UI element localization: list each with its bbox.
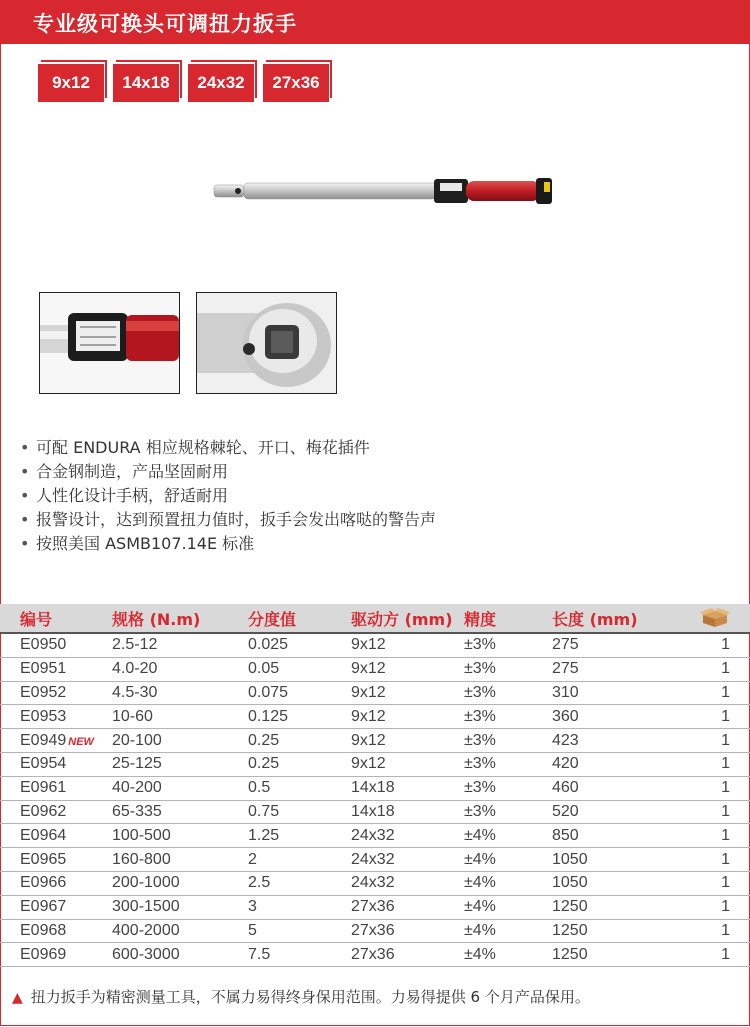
cell-range — [112, 824, 248, 848]
table-row — [0, 848, 750, 872]
cell-precision-value: ±3% — [464, 660, 496, 678]
cell-division-value: 0.25 — [248, 755, 280, 773]
cell-length — [552, 729, 692, 753]
cell-code — [0, 824, 112, 848]
cell-code-value: E0964 — [20, 826, 67, 844]
cell-range-value: 400-2000 — [112, 921, 180, 939]
cell-qty — [692, 729, 750, 753]
feature-list — [20, 436, 436, 556]
cell-range — [112, 895, 248, 919]
cell-division — [248, 895, 351, 919]
cell-qty-value: 1 — [721, 802, 730, 820]
cell-length — [552, 943, 692, 967]
cell-division — [248, 657, 351, 681]
cell-range — [112, 729, 248, 753]
cell-qty-value: 1 — [721, 921, 730, 939]
cell-code-value: E0961 — [20, 779, 67, 797]
cell-drive-value: 14x18 — [351, 779, 395, 797]
cell-precision-value: ±3% — [464, 683, 496, 701]
cell-qty-value: 1 — [721, 707, 730, 725]
cell-division — [248, 776, 351, 800]
cell-division-value: 0.05 — [248, 660, 280, 678]
cell-range — [112, 800, 248, 824]
feature-item: • 按照美国 ASMB107.14E 标准 — [20, 534, 255, 553]
cell-qty — [692, 681, 750, 705]
size-tab-label: 9x12 — [38, 64, 104, 102]
cell-precision-value: ±3% — [464, 636, 496, 654]
cell-drive — [351, 943, 464, 967]
table-row — [0, 776, 750, 800]
cell-division-value: 2 — [248, 850, 257, 868]
cell-drive — [351, 824, 464, 848]
table-row — [0, 871, 750, 895]
cell-code — [0, 871, 112, 895]
cell-range — [112, 752, 248, 776]
cell-drive-value: 27x36 — [351, 898, 395, 916]
cell-code — [0, 800, 112, 824]
cell-code — [0, 681, 112, 705]
cell-length-value: 520 — [552, 802, 579, 820]
cell-qty — [692, 800, 750, 824]
cell-precision — [464, 943, 552, 967]
cell-precision-value: ±3% — [464, 707, 496, 725]
cell-drive — [351, 895, 464, 919]
cell-qty-value: 1 — [721, 850, 730, 868]
cell-qty — [692, 871, 750, 895]
new-badge: NEW — [68, 735, 94, 748]
cell-drive-value: 24x32 — [351, 850, 395, 868]
cell-code-value: E0949 — [20, 731, 67, 749]
cell-length-value: 360 — [552, 707, 579, 725]
cell-code — [0, 848, 112, 872]
table-row — [0, 705, 750, 729]
cell-code-value: E0962 — [20, 802, 67, 820]
cell-division-value: 0.75 — [248, 802, 280, 820]
feature-item: • 可配 ENDURA 相应规格棘轮、开口、梅花插件 — [20, 438, 370, 457]
cell-qty-value: 1 — [721, 945, 730, 963]
cell-precision-value: ±3% — [464, 779, 496, 797]
warranty-note-text: 扭力扳手为精密测量工具，不属力易得终身保用范围。力易得提供 6 个月产品保用。 — [30, 988, 590, 1006]
box-icon — [700, 608, 730, 628]
page-title: 专业级可换头可调扭力扳手 — [33, 12, 297, 36]
cell-drive-value: 9x12 — [351, 707, 386, 725]
cell-range-value: 600-3000 — [112, 945, 180, 963]
cell-code-value: E0952 — [20, 683, 67, 701]
cell-code-value: E0965 — [20, 850, 67, 868]
cell-precision-value: ±3% — [464, 755, 496, 773]
cell-division — [248, 752, 351, 776]
cell-length — [552, 871, 692, 895]
size-tab-label: 27x36 — [263, 64, 329, 102]
cell-length-value: 460 — [552, 779, 579, 797]
table-row — [0, 657, 750, 681]
cell-precision — [464, 871, 552, 895]
size-tab-label: 24x32 — [188, 64, 254, 102]
size-tab-14x18 — [113, 64, 179, 102]
cell-drive-value: 24x32 — [351, 826, 395, 844]
cell-length-value: 275 — [552, 660, 579, 678]
cell-code — [0, 776, 112, 800]
cell-qty — [692, 705, 750, 729]
cell-precision — [464, 633, 552, 657]
cell-range — [112, 657, 248, 681]
cell-division — [248, 824, 351, 848]
cell-range-value: 200-1000 — [112, 874, 180, 892]
cell-qty — [692, 633, 750, 657]
cell-qty-value: 1 — [721, 683, 730, 701]
cell-length — [552, 800, 692, 824]
cell-precision — [464, 895, 552, 919]
cell-qty-value: 1 — [721, 660, 730, 678]
cell-drive — [351, 681, 464, 705]
cell-precision — [464, 800, 552, 824]
cell-division-value: 1.25 — [248, 826, 280, 844]
header-length: 长度 (mm) — [552, 604, 692, 633]
header-drive: 驱动方 (mm) — [351, 604, 464, 633]
warning-triangle-icon: ▲ — [12, 990, 23, 1006]
size-tab-24x32 — [188, 64, 254, 102]
cell-division-value: 0.125 — [248, 707, 289, 725]
cell-length — [552, 657, 692, 681]
cell-code — [0, 633, 112, 657]
cell-code — [0, 729, 112, 753]
cell-length-value: 310 — [552, 683, 579, 701]
warranty-note — [12, 986, 590, 1007]
cell-range-value: 10-60 — [112, 707, 153, 725]
cell-drive — [351, 705, 464, 729]
cell-precision-value: ±3% — [464, 802, 496, 820]
cell-qty-value: 1 — [721, 874, 730, 892]
header-precision: 精度 — [464, 604, 552, 633]
cell-code-value: E0968 — [20, 921, 67, 939]
size-tab-9x12 — [38, 64, 104, 102]
cell-length-value: 275 — [552, 636, 579, 654]
cell-division — [248, 871, 351, 895]
cell-length-value: 420 — [552, 755, 579, 773]
cell-drive-value: 9x12 — [351, 636, 386, 654]
cell-range — [112, 919, 248, 943]
cell-division-value: 0.25 — [248, 731, 280, 749]
cell-drive — [351, 848, 464, 872]
cell-precision — [464, 681, 552, 705]
cell-range-value: 100-500 — [112, 826, 171, 844]
cell-drive — [351, 657, 464, 681]
cell-division-value: 0.025 — [248, 636, 289, 654]
cell-code — [0, 752, 112, 776]
cell-qty-value: 1 — [721, 731, 730, 749]
table-row — [0, 943, 750, 967]
cell-code-value: E0969 — [20, 945, 67, 963]
cell-precision-value: ±4% — [464, 921, 496, 939]
cell-qty — [692, 848, 750, 872]
cell-range-value: 20-100 — [112, 731, 162, 749]
cell-code — [0, 705, 112, 729]
cell-range — [112, 943, 248, 967]
cell-precision-value: ±4% — [464, 945, 496, 963]
cell-precision — [464, 705, 552, 729]
cell-precision-value: ±4% — [464, 826, 496, 844]
cell-length — [552, 681, 692, 705]
cell-code — [0, 919, 112, 943]
cell-precision — [464, 752, 552, 776]
header-range: 规格 (N.m) — [112, 604, 248, 633]
cell-division — [248, 800, 351, 824]
cell-length — [552, 919, 692, 943]
cell-drive-value: 24x32 — [351, 874, 395, 892]
cell-qty-value: 1 — [721, 636, 730, 654]
spec-table — [0, 604, 750, 967]
cell-division — [248, 729, 351, 753]
cell-range-value: 25-125 — [112, 755, 162, 773]
cell-length — [552, 633, 692, 657]
cell-precision — [464, 919, 552, 943]
cell-division-value: 0.5 — [248, 779, 271, 797]
scale-detail-image — [39, 292, 180, 394]
cell-qty-value: 1 — [721, 779, 730, 797]
cell-code-value: E0950 — [20, 636, 67, 654]
cell-drive-value: 14x18 — [351, 802, 395, 820]
torque-wrench-image — [210, 172, 560, 212]
cell-drive — [351, 729, 464, 753]
cell-length-value: 1050 — [552, 874, 588, 892]
table-row — [0, 752, 750, 776]
cell-length — [552, 895, 692, 919]
cell-drive — [351, 800, 464, 824]
cell-division-value: 2.5 — [248, 874, 271, 892]
cell-range — [112, 776, 248, 800]
cell-division — [248, 681, 351, 705]
table-row — [0, 729, 750, 753]
cell-qty-value: 1 — [721, 755, 730, 773]
cell-length — [552, 776, 692, 800]
cell-precision — [464, 776, 552, 800]
ratchet-head-detail-image — [196, 292, 337, 394]
cell-precision — [464, 824, 552, 848]
cell-length-value: 1050 — [552, 850, 588, 868]
feature-item: • 人性化设计手柄，舒适耐用 — [20, 486, 229, 505]
cell-length-value: 1250 — [552, 945, 588, 963]
cell-range — [112, 705, 248, 729]
cell-qty-value: 1 — [721, 898, 730, 916]
cell-drive — [351, 633, 464, 657]
cell-range-value: 160-800 — [112, 850, 171, 868]
cell-qty-value: 1 — [721, 826, 730, 844]
header-division: 分度值 — [248, 604, 351, 633]
cell-precision — [464, 848, 552, 872]
cell-length-value: 423 — [552, 731, 579, 749]
cell-code-value: E0951 — [20, 660, 67, 678]
header-qty — [692, 604, 750, 633]
cell-drive-value: 9x12 — [351, 683, 386, 701]
table-row — [0, 633, 750, 657]
cell-qty — [692, 919, 750, 943]
cell-drive — [351, 752, 464, 776]
cell-precision-value: ±3% — [464, 731, 496, 749]
cell-drive-value: 27x36 — [351, 945, 395, 963]
cell-range — [112, 871, 248, 895]
cell-division — [248, 943, 351, 967]
header-code: 编号 — [0, 604, 112, 633]
table-row — [0, 919, 750, 943]
cell-range-value: 4.5-30 — [112, 683, 158, 701]
feature-item: • 合金钢制造，产品坚固耐用 — [20, 462, 229, 481]
cell-range — [112, 633, 248, 657]
cell-qty — [692, 895, 750, 919]
cell-drive — [351, 871, 464, 895]
table-row — [0, 824, 750, 848]
cell-division-value: 5 — [248, 921, 257, 939]
cell-range-value: 40-200 — [112, 779, 162, 797]
cell-qty — [692, 824, 750, 848]
cell-drive-value: 9x12 — [351, 731, 386, 749]
cell-precision-value: ±4% — [464, 898, 496, 916]
cell-drive — [351, 919, 464, 943]
cell-range — [112, 681, 248, 705]
cell-code — [0, 657, 112, 681]
cell-drive — [351, 776, 464, 800]
cell-division — [248, 848, 351, 872]
cell-qty — [692, 752, 750, 776]
size-tab-27x36 — [263, 64, 329, 102]
cell-drive-value: 9x12 — [351, 755, 386, 773]
cell-code — [0, 895, 112, 919]
cell-range-value: 300-1500 — [112, 898, 180, 916]
cell-code-value: E0954 — [20, 755, 67, 773]
cell-qty — [692, 943, 750, 967]
cell-division-value: 7.5 — [248, 945, 271, 963]
cell-length-value: 1250 — [552, 898, 588, 916]
page-header — [0, 0, 750, 44]
cell-division — [248, 919, 351, 943]
cell-code — [0, 943, 112, 967]
cell-code-value: E0966 — [20, 874, 67, 892]
cell-range-value: 4.0-20 — [112, 660, 158, 678]
cell-length-value: 850 — [552, 826, 579, 844]
cell-drive-value: 27x36 — [351, 921, 395, 939]
cell-division-value: 3 — [248, 898, 257, 916]
cell-precision-value: ±4% — [464, 874, 496, 892]
table-row — [0, 800, 750, 824]
size-tab-label: 14x18 — [113, 64, 179, 102]
cell-precision — [464, 729, 552, 753]
cell-range-value: 65-335 — [112, 802, 162, 820]
cell-precision-value: ±4% — [464, 850, 496, 868]
cell-qty — [692, 657, 750, 681]
cell-qty — [692, 776, 750, 800]
cell-division — [248, 705, 351, 729]
cell-length-value: 1250 — [552, 921, 588, 939]
table-header-row — [0, 604, 750, 633]
cell-precision — [464, 657, 552, 681]
cell-length — [552, 824, 692, 848]
cell-code-value: E0967 — [20, 898, 67, 916]
cell-length — [552, 848, 692, 872]
cell-length — [552, 752, 692, 776]
cell-code-value: E0953 — [20, 707, 67, 725]
cell-division — [248, 633, 351, 657]
cell-division-value: 0.075 — [248, 683, 289, 701]
table-row — [0, 681, 750, 705]
cell-range-value: 2.5-12 — [112, 636, 158, 654]
cell-range — [112, 848, 248, 872]
cell-drive-value: 9x12 — [351, 660, 386, 678]
feature-item: • 报警设计，达到预置扭力值时，扳手会发出喀哒的警告声 — [20, 510, 437, 529]
table-row — [0, 895, 750, 919]
cell-length — [552, 705, 692, 729]
